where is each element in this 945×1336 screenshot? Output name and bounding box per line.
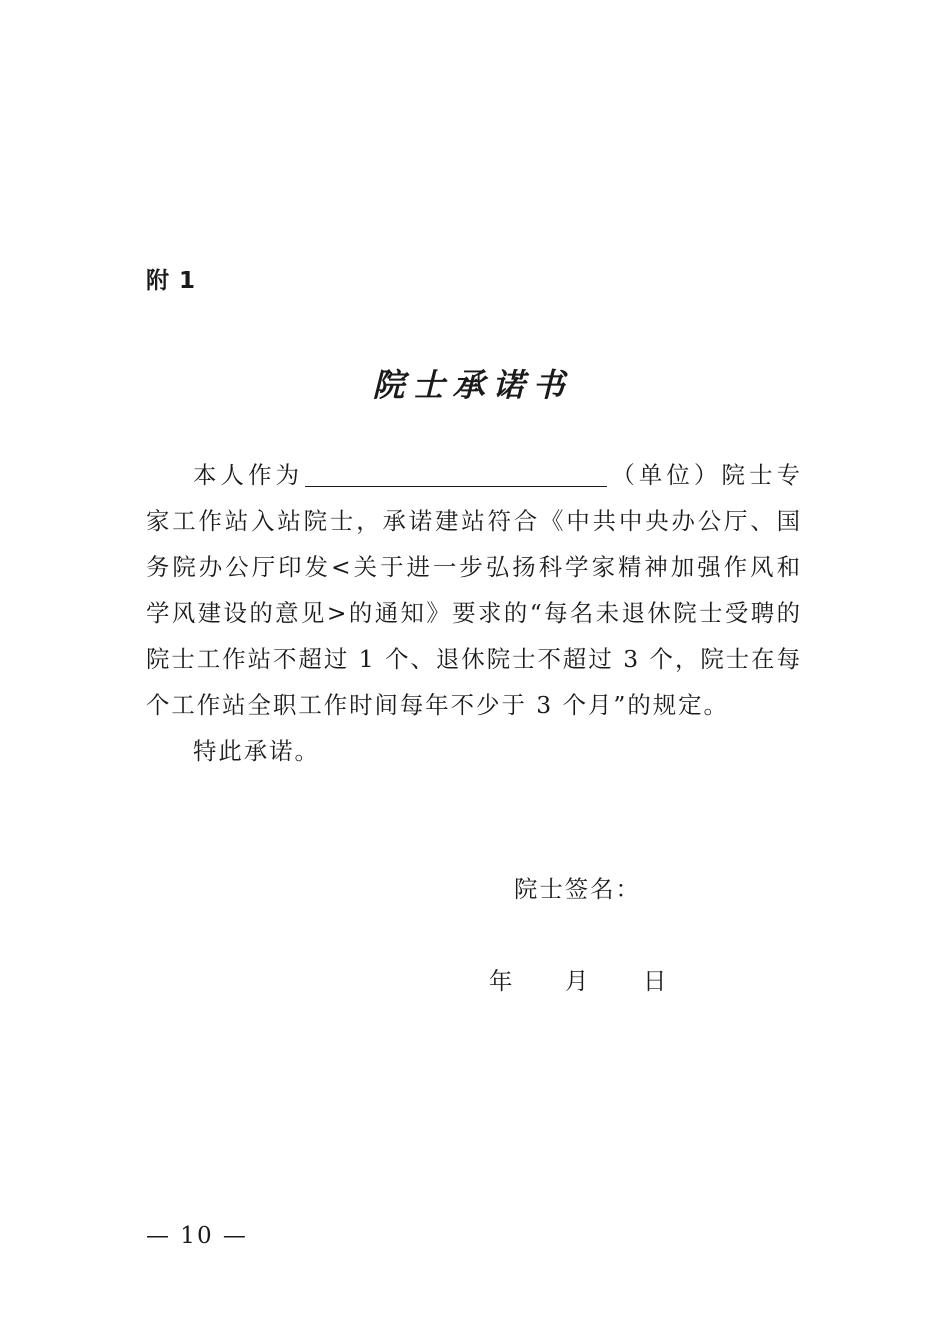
signature-label: 院士签名： (514, 875, 641, 903)
paragraph-body: （单位）院士专家工作站入站院士，承诺建站符合《中共中央办公厅、国务院办公厅印发<关于进一步弘扬科学家精神加强作风和学风建设的意见>的通知》要求的“每名未退休院士受聘的院士工作站不超过 1 个、退休院士不超过 3 个，院士在每个工作站全职工作时间每年不少于 3 个月”的规定。 (146, 461, 803, 719)
unit-blank-line[interactable] (305, 460, 607, 487)
commitment-paragraph (146, 452, 802, 728)
page-number: — 10 — (146, 1223, 248, 1249)
paragraph-prefix: 本人作为 (193, 461, 304, 489)
document-title: 院士承诺书 (372, 366, 573, 404)
attachment-label: 附 1 (146, 268, 197, 294)
pledge-line: 特此承诺。 (193, 737, 320, 765)
date-year-label: 年 (489, 967, 513, 995)
date-month-label: 月 (565, 967, 589, 995)
date-day-label: 日 (643, 967, 667, 995)
